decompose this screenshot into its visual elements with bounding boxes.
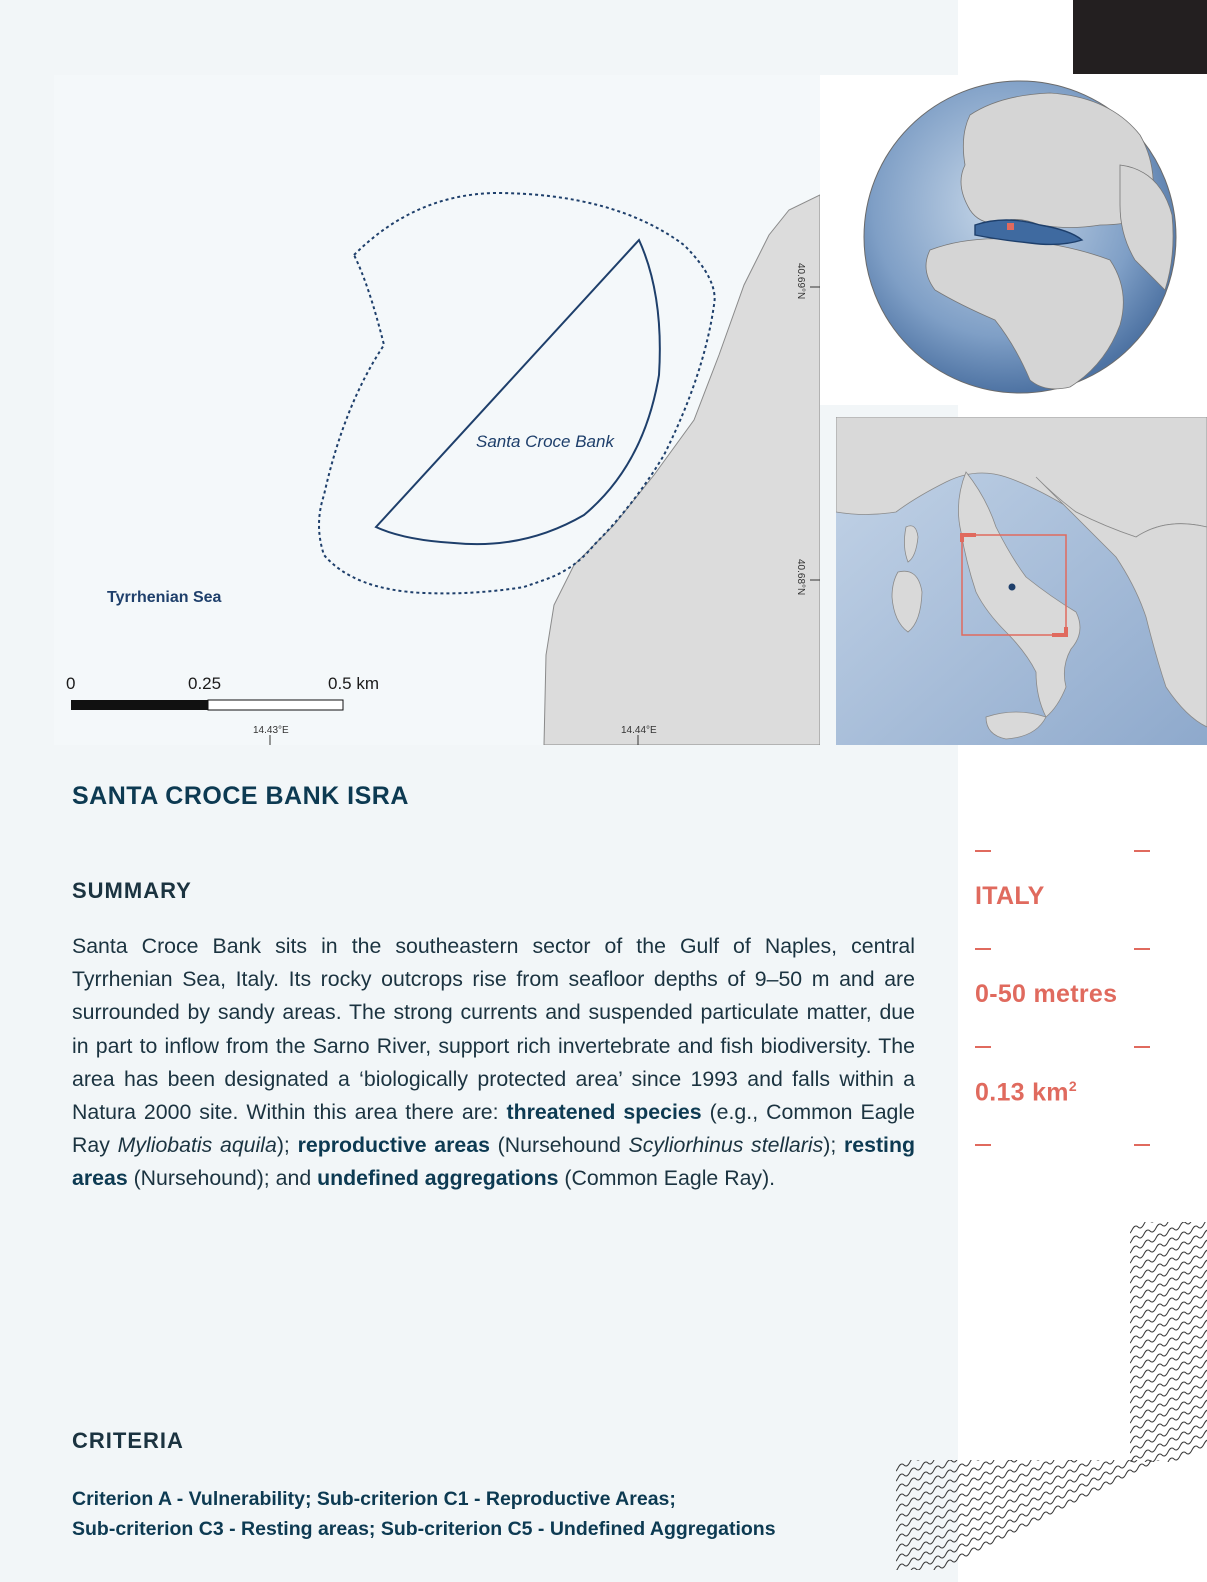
wave-line: [1130, 1312, 1207, 1366]
wave-line: [1130, 1252, 1207, 1306]
globe-graphic: [820, 75, 1207, 405]
wave-line: [1130, 1272, 1207, 1326]
page-title: SANTA CROCE BANK ISRA: [72, 782, 409, 810]
summary-italic-species-2: Scyliorhinus stellaris: [628, 1133, 824, 1158]
summary-text: [72, 930, 915, 1196]
area-number: 0.13 km: [975, 1078, 1069, 1107]
wave-line: [1130, 1362, 1207, 1416]
corner-block: [1073, 0, 1207, 74]
wave-line: [896, 1460, 1207, 1570]
wave-line: [896, 1460, 1207, 1554]
coastline-land: [544, 195, 820, 745]
wave-line: [1130, 1352, 1207, 1406]
wave-line: [1130, 1402, 1207, 1456]
wave-line: [1130, 1322, 1207, 1376]
wave-line: [896, 1460, 1207, 1534]
site-map: [54, 75, 820, 745]
wave-line: [896, 1460, 1207, 1544]
wave-line: [896, 1460, 1207, 1570]
lat-label-2: 40.68°N: [795, 559, 806, 596]
scale-label-end: 0.5 km: [328, 674, 380, 693]
wave-pattern-vertical: [1130, 1222, 1207, 1462]
lon-label-1: 14.43°E: [253, 725, 289, 736]
area-superscript: 2: [1068, 1078, 1077, 1094]
summary-bold-aggregations: undefined aggregations: [317, 1166, 559, 1191]
summary-text-5: );: [823, 1133, 844, 1158]
wave-line: [1130, 1342, 1207, 1396]
summary-bold-threatened: threatened species: [506, 1100, 702, 1125]
lon-label-2: 14.44°E: [621, 725, 657, 736]
summary-bold-reproductive: reproductive areas: [297, 1133, 490, 1158]
criteria-text: [72, 1484, 932, 1544]
wave-line: [896, 1460, 1207, 1570]
wave-line: [1130, 1232, 1207, 1286]
wave-line: [1130, 1332, 1207, 1386]
area-value: [975, 1078, 1077, 1107]
summary-bold-resting: resting areas: [72, 1133, 915, 1191]
criteria-heading: CRITERIA: [72, 1428, 184, 1453]
depth-value: 0-50 metres: [975, 980, 1118, 1008]
summary-italic-species-1: Myliobatis aquila: [117, 1133, 277, 1158]
scale-label-mid: 0.25: [188, 674, 222, 693]
summary-heading: SUMMARY: [72, 878, 192, 903]
wave-line: [1130, 1392, 1207, 1446]
scale-bar: [71, 700, 343, 710]
sea-label: Tyrrhenian Sea: [107, 589, 222, 606]
wave-line: [1130, 1382, 1207, 1436]
summary-text-3: );: [276, 1133, 298, 1158]
wave-line: [896, 1460, 1207, 1494]
wave-line: [1130, 1282, 1207, 1336]
summary-text-6: (Nursehound); and: [127, 1166, 318, 1191]
globe-site-marker: [1007, 223, 1014, 230]
lat-label-1: 40.69°N: [795, 263, 806, 300]
wave-line: [1130, 1242, 1207, 1296]
summary-text-4: (Nursehound: [489, 1133, 629, 1158]
country-value: ITALY: [975, 882, 1045, 910]
inset-site-marker: [1009, 584, 1016, 591]
summary-text-2: (e.g., Common Eagle Ray: [72, 1100, 915, 1158]
wave-line: [1130, 1262, 1207, 1316]
wave-line: [1130, 1222, 1207, 1236]
scale-label-start: 0: [66, 674, 76, 693]
site-label: Santa Croce Bank: [476, 432, 614, 451]
criteria-line-2: Sub-criterion C3 - Resting areas; Sub-criterion C5 - Undefined Aggregations: [72, 1518, 776, 1540]
globe-locator: [820, 75, 1207, 405]
regional-inset: [836, 417, 1207, 745]
wave-line: [1130, 1222, 1207, 1276]
site-map-graphic: [54, 75, 820, 745]
wave-pattern-horizontal: [896, 1460, 1207, 1570]
inset-graphic: [836, 417, 1207, 745]
wave-line: [896, 1460, 1207, 1474]
wave-line: [1130, 1302, 1207, 1356]
summary-text-7: (Common Eagle Ray).: [558, 1166, 776, 1191]
wave-line: [1130, 1372, 1207, 1426]
summary-text-1: Santa Croce Bank sits in the southeastern sector of the Gulf of Naples, central Tyrrhenian Sea, Italy. Its rocky outcrops rise from seafloor depths of 9–50 m and are surrounded by sandy areas. The strong currents and suspended particulate matter, due in part to inflow from the Sarno River, support rich invertebrate and fish biodiversity. The area has been designated a ‘biologically protected area’ since 1993 and falls within a Natura 2000 site. Within this area there are:: [72, 934, 915, 1125]
criteria-line-1: Criterion A - Vulnerability; Sub-criterion C1 - Reproductive Areas;: [72, 1488, 676, 1510]
wave-line: [896, 1460, 1207, 1524]
wave-line: [1130, 1222, 1207, 1266]
site-boundary: [376, 240, 660, 544]
wave-line: [1130, 1292, 1207, 1346]
